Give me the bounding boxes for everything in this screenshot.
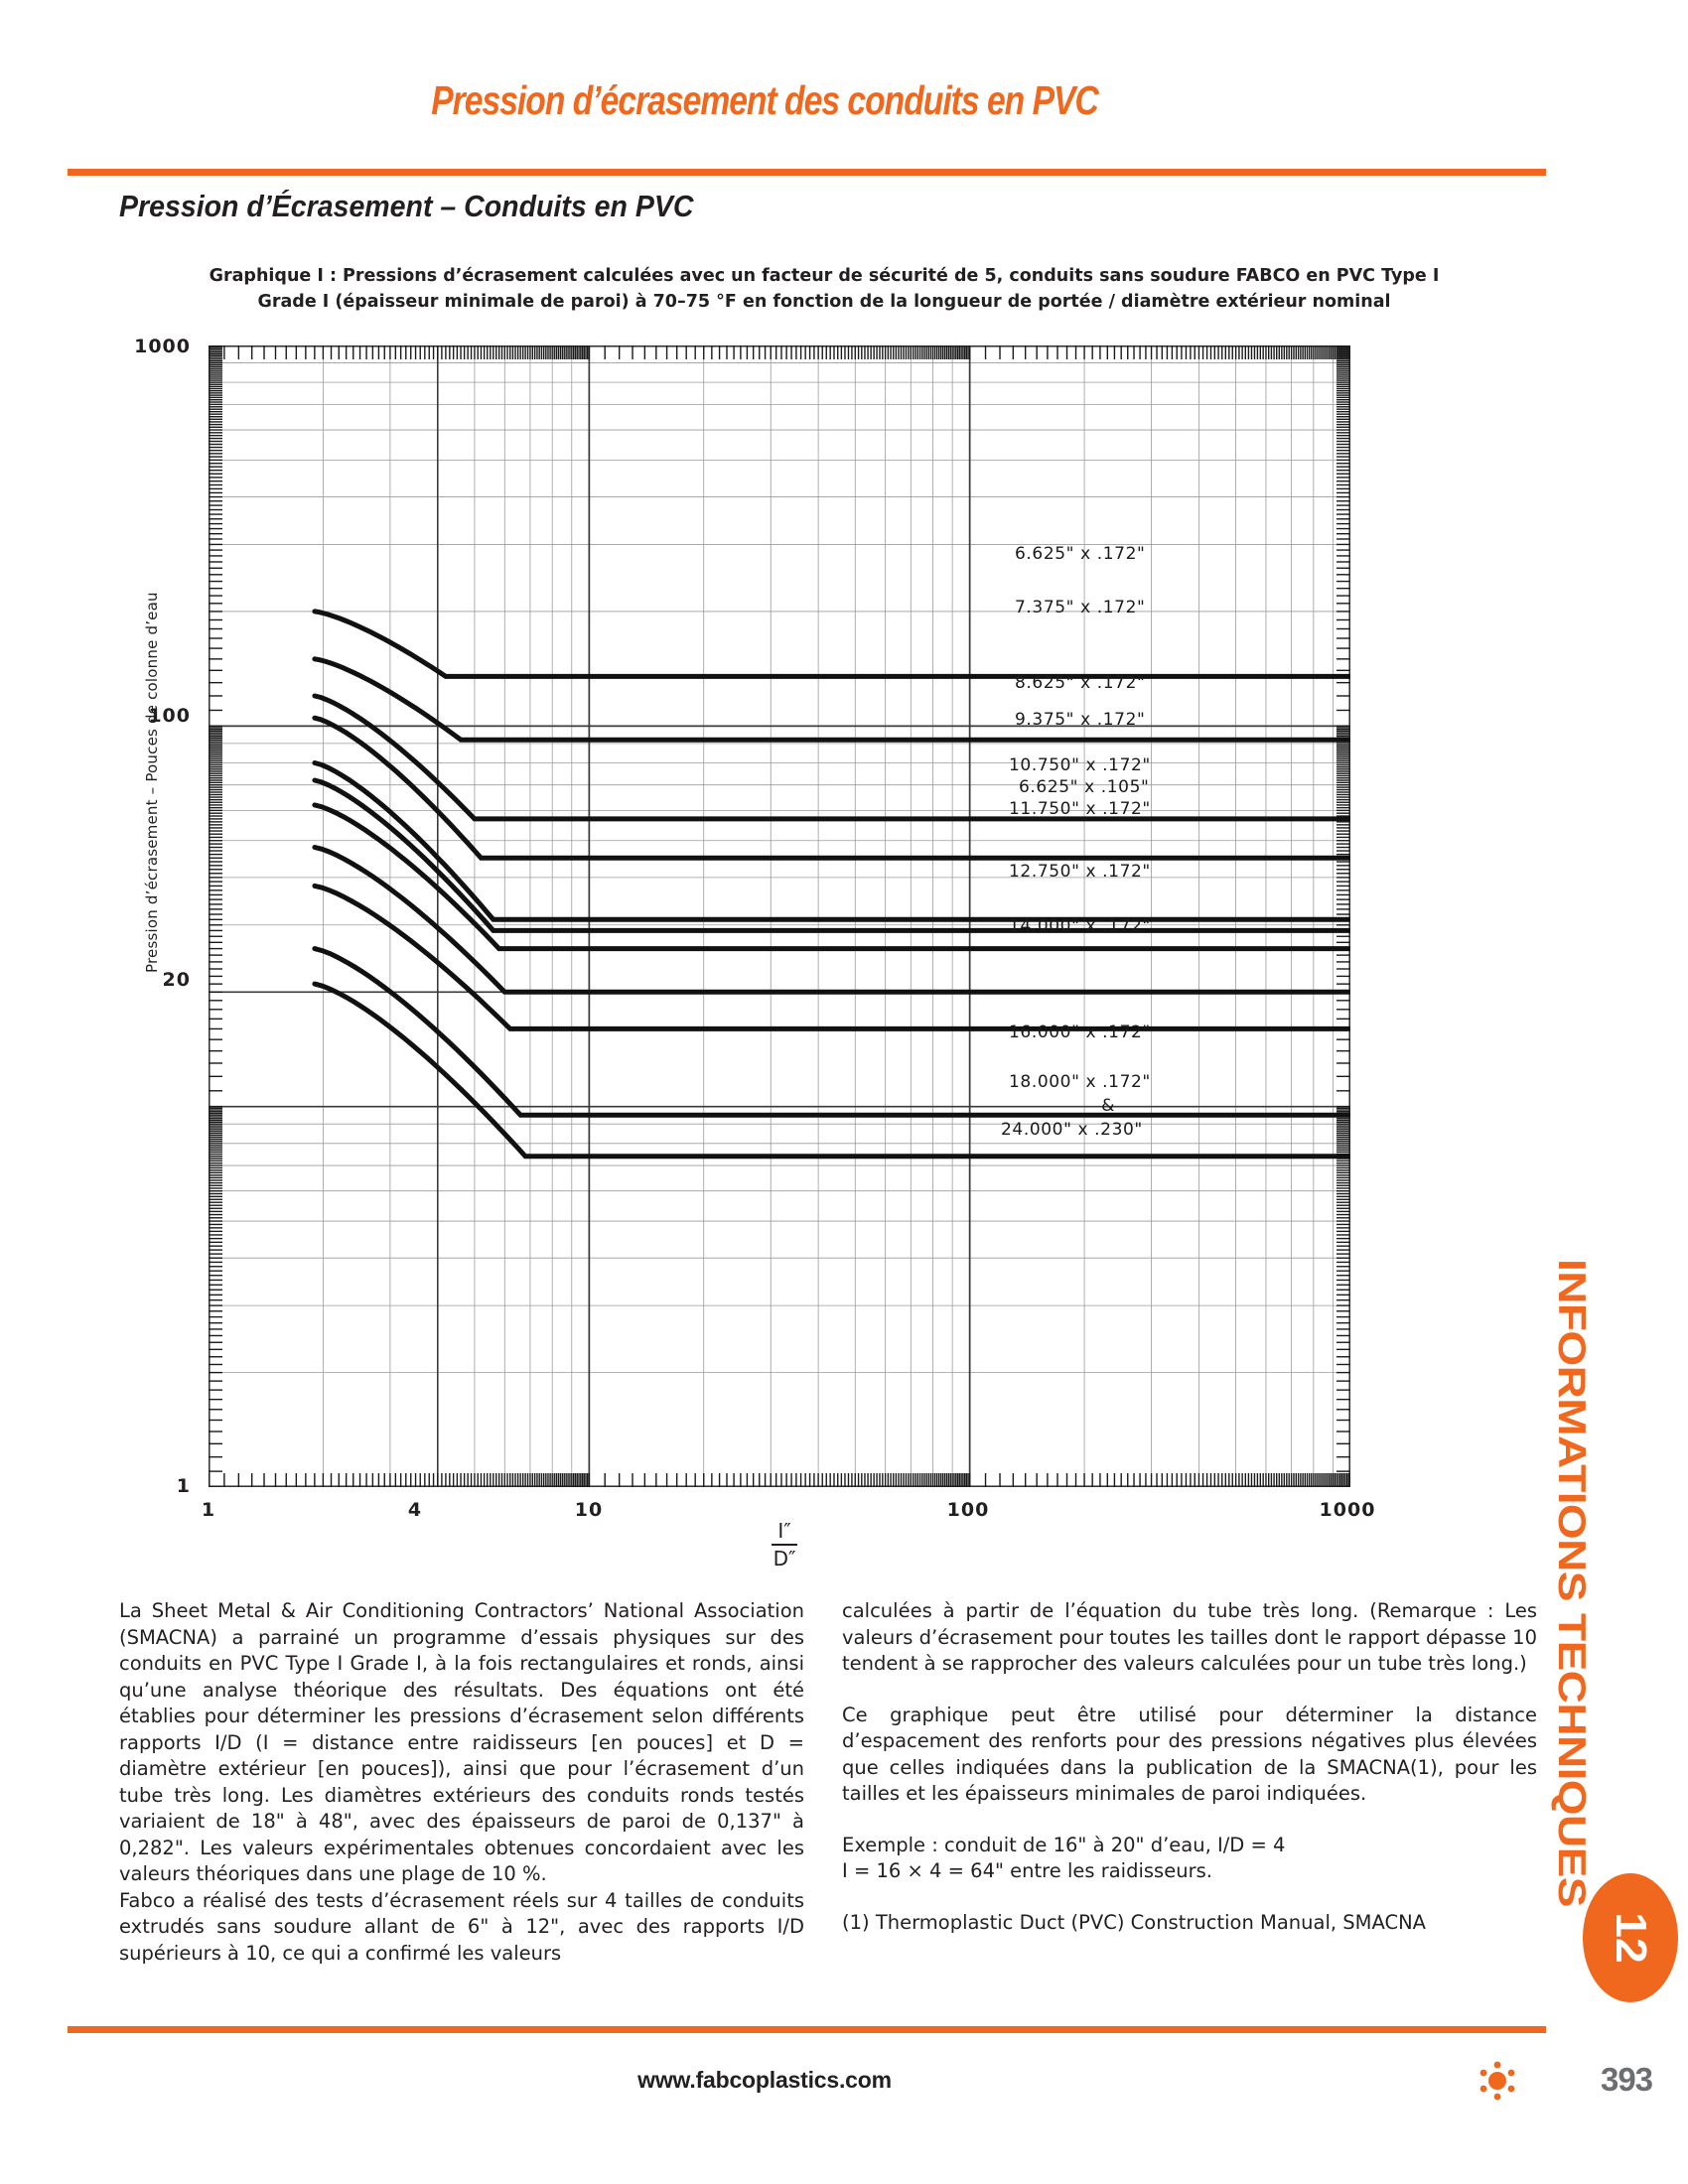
paragraph-very-long-tube: calculées à partir de l’équation du tube très long. (Remarque : Les valeurs d’écrasement pour toutes les tailles dont le rapport dépasse 10 tendent à se rapprocher des valeurs calculées pour un tube très long.)	[842, 1599, 1537, 1675]
paragraph-chart-usage: Ce graphique peut être utilisé pour déterminer la distance d’espacement des renforts pour des pressions négatives plus élevées que celles indiquées dans la publication de la SMACNA(1), pour les tailles et les épaisseurs minimales de paroi indiquées.	[842, 1703, 1537, 1805]
fraction-bar	[772, 1544, 797, 1546]
curve-label-24000-230: 24.000" x .230"	[1001, 1120, 1143, 1140]
figure-caption-line2: Grade I (épaisseur minimale de paroi) à 70–75 °F en fonction de la longueur de portée / diamètre extérieur nominal	[257, 292, 1391, 312]
y-tick-1000: 1000	[134, 336, 191, 357]
y-tick-1: 1	[176, 1475, 191, 1497]
x-tick-100: 100	[946, 1499, 990, 1521]
curve-label-9375-172: 9.375" x .172"	[1015, 710, 1146, 730]
curve-label-ampersand: &	[1101, 1096, 1115, 1116]
section-tab-informations-techniques: INFORMATIONS TECHNIQUES	[1550, 1259, 1593, 1907]
paragraph-smacna: La Sheet Metal & Air Conditioning Contractors’ National Association (SMACNA) a parrainé un programme d’essais physiques sur des conduits en PVC Type I Grade I, à la fois rectangulaires et ronds, ainsi qu’une analyse théorique des résultats. Des équations ont été établies pour déterminer les pressions d’écrasement selon différents rapports I/D (I = distance entre raidisseurs [en pouces] et D = diamètre extérieur [en pouces]), ainsi que pour l’écrasement d’un tube très long. Les diamètres extérieurs des conduits ronds testés variaient de 18" à 48", avec des épaisseurs de paroi de 0,137" à 0,282". Les valeurs expérimentales obtenues concordaient avec les valeurs théoriques dans une plage de 10 %.	[119, 1599, 804, 1885]
x-tick-1000: 1000	[1319, 1499, 1376, 1521]
y-tick-100: 100	[148, 705, 191, 727]
x-tick-4: 4	[407, 1499, 423, 1521]
page-title: Pression d’écrasement des conduits en PVC	[431, 77, 1098, 123]
header-divider	[68, 169, 1546, 176]
footer-website[interactable]: www.fabcoplastics.com	[637, 2067, 892, 2093]
x-axis-title	[730, 1521, 839, 1569]
curve-label-14000-172: 14.000" x .172"	[1009, 916, 1151, 936]
y-tick-20: 20	[162, 969, 191, 991]
curve-label-12750-172: 12.750" x .172"	[1009, 862, 1151, 882]
x-tick-10: 10	[574, 1499, 604, 1521]
footer-divider	[68, 2026, 1546, 2033]
paragraph-fabco-tests: Fabco a réalisé des tests d’écrasement réels sur 4 tailles de conduits extrudés sans soudure allant de 6" à 12", avec des rapports I/D supérieurs à 10, ce qui a confirmé les valeurs	[119, 1888, 804, 1965]
section-subtitle: Pression d’Écrasement – Conduits en PVC	[119, 189, 694, 223]
curve-label-8625-172: 8.625" x .172"	[1015, 673, 1146, 693]
curve-label-10750-172: 10.750" x .172"	[1009, 755, 1151, 775]
footnote-reference: (1) Thermoplastic Duct (PVC) Construction Manual, SMACNA	[842, 1910, 1426, 1934]
chapter-number-badge	[1583, 1873, 1678, 2002]
figure-caption-line1: Graphique I : Pressions d’écrasement calculées avec un facteur de sécurité de 5, conduits sans soudure FABCO en PVC Type I	[209, 266, 1440, 286]
chapter-number: 12	[1607, 1912, 1655, 1964]
x-tick-1: 1	[201, 1499, 216, 1521]
curve-label-11750-172: 11.750" x .172"	[1009, 799, 1151, 819]
body-column-right	[842, 1598, 1537, 1936]
crushing-pressure-chart	[134, 336, 1440, 1570]
curve-label-18000-172: 18.000" x .172"	[1009, 1072, 1151, 1092]
fabco-logo-icon	[1466, 2055, 1529, 2107]
curve-label-6625-172: 6.625" x .172"	[1015, 544, 1146, 564]
example-line-2: I = 16 × 4 = 64" entre les raidisseurs.	[842, 1859, 1212, 1882]
plot-area	[209, 345, 1350, 1487]
body-column-left	[119, 1598, 804, 1967]
curve-label-7375-172: 7.375" x .172"	[1015, 598, 1146, 617]
curve-label-16000-172: 16.000" x .172"	[1009, 1023, 1151, 1042]
curve-label-6625-105: 6.625" x .105"	[1019, 777, 1150, 797]
figure-caption	[99, 263, 1549, 315]
y-axis-title: Pression d’écrasement – Pouces de colonne d’eau	[143, 592, 161, 973]
footer-page-number: 393	[1600, 2061, 1653, 2098]
example-line-1: Exemple : conduit de 16" à 20" d’eau, I/D = 4	[842, 1833, 1286, 1856]
x-axis-numerator: I″	[777, 1519, 791, 1543]
x-axis-denominator: D″	[773, 1547, 796, 1570]
